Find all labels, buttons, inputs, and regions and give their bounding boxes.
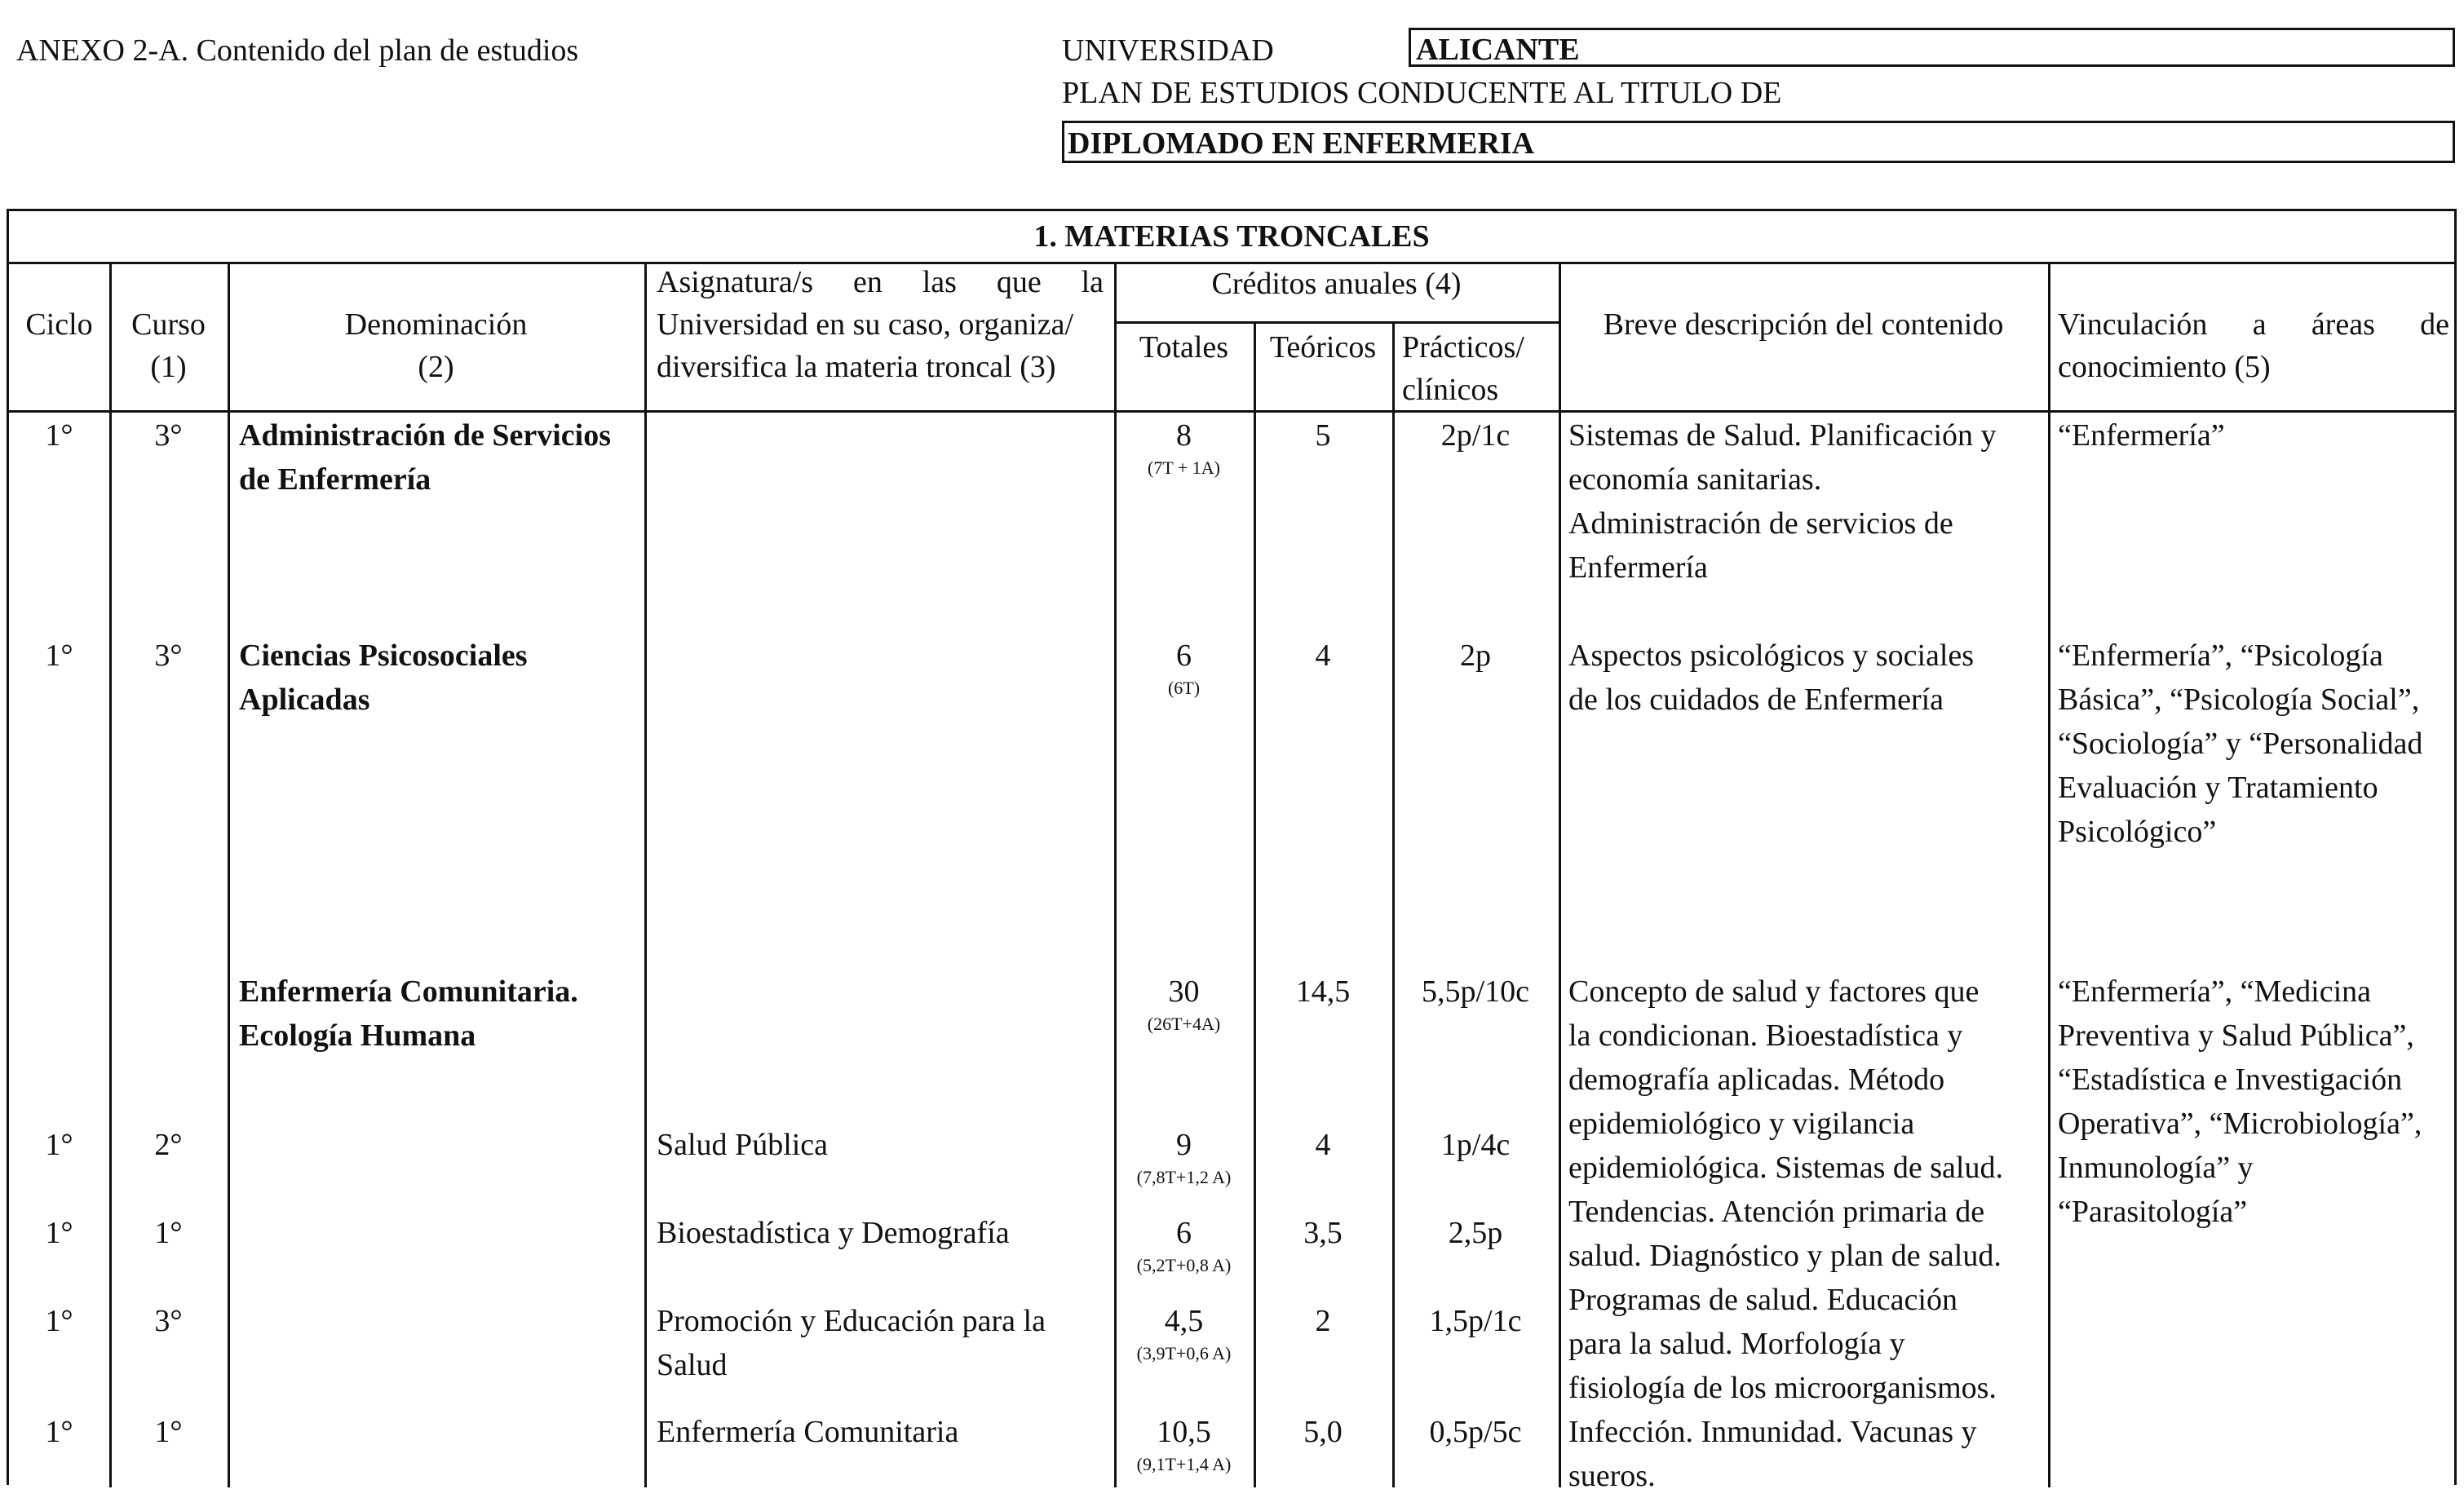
row2-descripcion-line1: Aspectos psicológicos y sociales: [1568, 639, 1975, 673]
header-ciclo: Ciclo: [25, 307, 93, 342]
university-name-field: ALICANTE: [1409, 28, 2455, 67]
row6-curso: 3°: [154, 1304, 183, 1338]
row1-vinculacion-line1: “Enfermería”: [2058, 418, 2225, 453]
row3-descripcion-line10: fisiología de los microorganismos.: [1568, 1371, 1997, 1405]
row2-vinculacion-line5: Psicológico”: [2058, 815, 2217, 849]
row3-practicos: 5,5p/10c: [1422, 974, 1529, 1009]
row6-teoricos: 2: [1315, 1304, 1331, 1338]
header-totales: Totales: [1139, 330, 1229, 365]
row1-practicos: 2p/1c: [1440, 418, 1511, 453]
header-denominacion-note: (2): [418, 350, 454, 384]
header-descripcion: Breve descripción del contenido: [1603, 307, 2004, 342]
row2-totales-detail: (6T): [1167, 678, 1201, 698]
row3-descripcion-line4: epidemiológico y vigilancia: [1568, 1107, 1915, 1141]
row3-vinculacion-line1: “Enfermería”, “Medicina: [2058, 974, 2371, 1009]
row3-descripcion-line11: Infección. Inmunidad. Vacunas y: [1568, 1415, 1977, 1449]
row3-teoricos: 14,5: [1295, 974, 1351, 1009]
row1-totales: 8: [1176, 418, 1192, 453]
header-bottom-rule: [9, 410, 2454, 413]
row1-ciclo: 1°: [45, 418, 73, 453]
header-vinculacion-line2: conocimiento (5): [2058, 350, 2271, 384]
row3-vinculacion-line6: “Parasitología”: [2058, 1195, 2248, 1229]
degree-name-field: DIPLOMADO EN ENFERMERIA: [1062, 121, 2455, 163]
row7-teoricos: 5,0: [1303, 1415, 1343, 1449]
table-title: 1. MATERIAS TRONCALES: [1033, 219, 1430, 254]
header-teoricos: Teóricos: [1269, 330, 1377, 365]
row2-vinculacion-line2: Básica”, “Psicología Social”,: [2058, 683, 2420, 717]
annex-title: ANEXO 2-A. Contenido del plan de estudios: [16, 33, 579, 68]
row3-descripcion-line9: para la salud. Morfología y: [1568, 1327, 1905, 1361]
row4-asignatura: Salud Pública: [657, 1128, 829, 1162]
row2-vinculacion-line4: Evaluación y Tratamiento: [2058, 771, 2378, 805]
header-practicos-line2: clínicos: [1402, 373, 1499, 407]
row3-denominacion-line2: Ecología Humana: [239, 1019, 476, 1053]
row1-curso: 3°: [154, 418, 183, 453]
row6-asignatura-line2: Salud: [657, 1348, 728, 1382]
header-asignatura-line3: diversifica la materia troncal (3): [657, 350, 1056, 384]
row3-descripcion-line12: sueros.: [1568, 1459, 1656, 1493]
row2-vinculacion-line3: “Sociología” y “Personalidad: [2058, 727, 2423, 761]
row4-teoricos: 4: [1315, 1128, 1331, 1162]
row1-totales-detail: (7T + 1A): [1148, 457, 1220, 478]
col-rule-practicos: [1559, 262, 1561, 1487]
row6-totales: 4,5: [1164, 1304, 1204, 1338]
col-rule-descripcion: [2048, 262, 2050, 1487]
row4-curso: 2°: [154, 1128, 183, 1162]
header-creditos: Créditos anuales (4): [1211, 267, 1462, 301]
header-asignatura-line2: Universidad en su caso, organiza/: [657, 307, 1074, 342]
row3-totales: 30: [1168, 974, 1200, 1009]
row4-totales: 9: [1176, 1128, 1192, 1162]
row1-teoricos: 5: [1315, 418, 1331, 453]
header-curso: Curso: [131, 307, 206, 342]
row2-totales: 6: [1176, 639, 1192, 673]
row3-vinculacion-line2: Preventiva y Salud Pública”,: [2058, 1019, 2414, 1053]
credits-subheader-rule: [1114, 321, 1559, 324]
row7-totales-detail: (9,1T+1,4 A): [1136, 1454, 1232, 1474]
university-label: UNIVERSIDAD: [1062, 33, 1274, 68]
row3-vinculacion-line3: “Estadística e Investigación: [2058, 1063, 2403, 1097]
plan-title-line: PLAN DE ESTUDIOS CONDUCENTE AL TITULO DE: [1062, 76, 1782, 110]
header-curso-note: (1): [150, 350, 187, 384]
row3-descripcion-line3: demografía aplicadas. Método: [1568, 1063, 1945, 1097]
row3-vinculacion-line4: Operativa”, “Microbiología”,: [2058, 1107, 2422, 1141]
row7-curso: 1°: [154, 1415, 183, 1449]
col-rule-denominacion: [644, 262, 647, 1487]
row3-descripcion-line2: la condicionan. Bioestadística y: [1568, 1019, 1963, 1053]
row2-curso: 3°: [154, 639, 183, 673]
row6-practicos: 1,5p/1c: [1429, 1304, 1522, 1338]
row3-totales-detail: (26T+4A): [1147, 1014, 1221, 1034]
header-denominacion: Denominación: [344, 307, 528, 342]
header-asignatura-line1: Asignatura/s en las que la: [657, 265, 1104, 299]
row6-totales-detail: (3,9T+0,6 A): [1136, 1343, 1232, 1363]
row7-ciclo: 1°: [45, 1415, 73, 1449]
row5-ciclo: 1°: [45, 1216, 73, 1250]
row7-totales: 10,5: [1157, 1415, 1211, 1449]
row7-asignatura: Enfermería Comunitaria: [657, 1415, 959, 1449]
row2-vinculacion-line1: “Enfermería”, “Psicología: [2058, 639, 2383, 673]
row2-ciclo: 1°: [45, 639, 73, 673]
row2-denominacion-line1: Ciencias Psicosociales: [239, 639, 528, 673]
row1-descripcion-line2: economía sanitarias.: [1568, 462, 1822, 497]
row6-asignatura-line1: Promoción y Educación para la: [657, 1304, 1046, 1338]
row3-descripcion-line5: epidemiológica. Sistemas de salud.: [1568, 1151, 2003, 1185]
row2-descripcion-line2: de los cuidados de Enfermería: [1568, 683, 1944, 717]
row4-ciclo: 1°: [45, 1128, 73, 1162]
row5-teoricos: 3,5: [1303, 1216, 1343, 1250]
row2-denominacion-line2: Aplicadas: [239, 683, 370, 717]
row3-vinculacion-line5: Inmunología” y: [2058, 1151, 2254, 1185]
row3-descripcion-line6: Tendencias. Atención primaria de: [1568, 1195, 1985, 1229]
row1-denominacion-line2: de Enfermería: [239, 462, 431, 497]
row3-descripcion-line8: Programas de salud. Educación: [1568, 1283, 1957, 1317]
row5-practicos: 2,5p: [1448, 1216, 1503, 1250]
materias-troncales-table: [7, 209, 2457, 1493]
row3-descripcion-line1: Concepto de salud y factores que: [1568, 974, 1980, 1009]
row1-descripcion-line4: Enfermería: [1568, 550, 1708, 585]
row3-descripcion-line7: salud. Diagnóstico y plan de salud.: [1568, 1239, 2002, 1273]
header-practicos-line1: Prácticos/: [1402, 330, 1524, 365]
row1-descripcion-line1: Sistemas de Salud. Planificación y: [1568, 418, 1997, 453]
row6-ciclo: 1°: [45, 1304, 73, 1338]
row2-teoricos: 4: [1315, 639, 1331, 673]
row4-practicos: 1p/4c: [1440, 1128, 1511, 1162]
row5-totales: 6: [1176, 1216, 1192, 1250]
row1-denominacion-line1: Administración de Servicios: [239, 418, 611, 453]
row7-practicos: 0,5p/5c: [1429, 1415, 1522, 1449]
col-rule-curso: [228, 262, 230, 1487]
row5-asignatura: Bioestadística y Demografía: [657, 1216, 1010, 1250]
row1-descripcion-line3: Administración de servicios de: [1568, 506, 1953, 541]
row5-totales-detail: (5,2T+0,8 A): [1136, 1255, 1232, 1275]
row3-denominacion-line1: Enfermería Comunitaria.: [239, 974, 578, 1009]
header-vinculacion-line1: Vinculación a áreas de: [2058, 307, 2449, 342]
row5-curso: 1°: [154, 1216, 183, 1250]
row4-totales-detail: (7,8T+1,2 A): [1136, 1167, 1232, 1187]
row2-practicos: 2p: [1460, 639, 1491, 673]
